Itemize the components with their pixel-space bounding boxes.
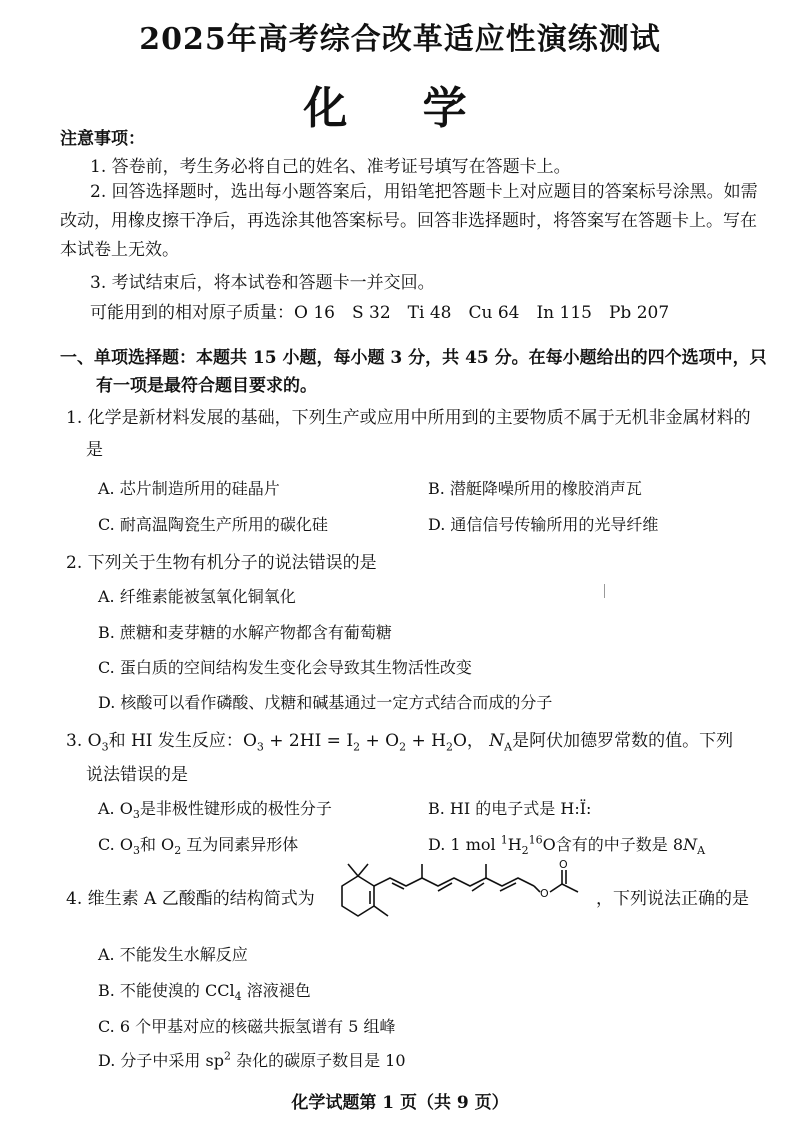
question-2-option-d[interactable]: D. 核酸可以看作磷酸、戊糖和碱基通过一定方式结合而成的分子 [98,693,553,712]
question-1-option-a[interactable]: A. 芯片制造所用的硅晶片 [98,479,280,498]
question-4-option-a[interactable]: A. 不能发生水解反应 [98,945,248,964]
question-1-stem: 1. 化学是新材料发展的基础，下列生产或应用中所用到的主要物质不属于无机非金属材料的是 [66,408,751,460]
question-2-option-a[interactable]: A. 纤维素能被氢氧化铜氧化 [98,587,296,606]
question-1-option-d[interactable]: D. 通信信号传输所用的光导纤维 [428,515,659,534]
question-4-stem-prefix: 4. 维生素 A 乙酸酯的结构简式为 [66,889,315,909]
atomic-mass-line: 可能用到的相对原子质量：O 16 S 32 Ti 48 Cu 64 In 115 Pb 207 [90,303,670,323]
question-2-option-c[interactable]: C. 蛋白质的空间结构发生变化会导致其生物活性改变 [98,658,472,677]
section-heading: 一、单项选择题：本题共 15 小题，每小题 3 分，共 45 分。在每小题给出的四个选项中，只有一项是最符合题目要求的。 [60,348,767,396]
hi-electron-formula: H:Ï: [560,799,592,818]
ester-oxygen-label: O [540,887,549,900]
page-footer: 化学试题第 1 页（共 9 页） [291,1093,509,1113]
question-2-stem: 2. 下列关于生物有机分子的说法错误的是 [66,553,377,573]
question-3-stem-line-2: 说法错误的是 [86,765,188,785]
question-3-option-d[interactable]: D. 1 mol $^1H_2^{16}O$含有的中子数是 $8N_A$ [428,833,706,858]
exam-title: 2025年高考综合改革适应性演练测试 [139,22,661,57]
carbonyl-oxygen-label: O [559,858,568,871]
question-4-option-c[interactable]: C. 6 个甲基对应的核磁共振氢谱有 5 组峰 [98,1017,396,1036]
question-4-stem-suffix: ，下列说法正确的是 [596,889,749,909]
question-2-option-b[interactable]: B. 蔗糖和麦芽糖的水解产物都含有葡萄糖 [98,623,392,642]
subject-title: 化 学 [303,83,497,134]
notice-heading: 注意事项： [60,129,145,149]
question-3-stem: 3. $O_3$和 HI 发生反应：$O_3 + 2HI = I_2 + O_2 + H_2O$， $N_A$是阿伏加德罗常数的值。下列 [66,731,734,754]
question-3-option-a[interactable]: A. $O_3$是非极性键形成的极性分子 [98,799,332,822]
question-1-option-b[interactable]: B. 潜艇降噪所用的橡胶消声瓦 [428,479,642,498]
scan-mark [604,584,605,598]
question-3-option-c[interactable]: C. $O_3$和 $O_2$ 互为同素异形体 [98,835,299,858]
notice-item-2: 2. 回答选择题时，选出每小题答案后，用铅笔把答题卡上对应题目的答案标号涂黑。如需改动，用橡皮擦干净后，再选涂其他答案标号。回答非选择题时，将答案写在答题卡上。写在本试卷上无效。 [60,182,758,260]
notice-item-1: 1. 答卷前，考生务必将自己的姓名、准考证号填写在答题卡上。 [90,157,571,177]
vitamin-a-acetate-structure [334,856,596,932]
question-4-option-d[interactable]: D. 分子中采用 $sp^2$ 杂化的碳原子数目是 10 [98,1049,406,1070]
question-1-option-c[interactable]: C. 耐高温陶瓷生产所用的碳化硅 [98,515,328,534]
question-4-option-b[interactable]: B. 不能使溴的 CCl$_4$ 溶液褪色 [98,981,311,1004]
question-3-option-b[interactable]: B. HI 的电子式是 H:Ï: [428,799,592,818]
notice-item-3: 3. 考试结束后，将本试卷和答题卡一并交回。 [90,273,435,293]
